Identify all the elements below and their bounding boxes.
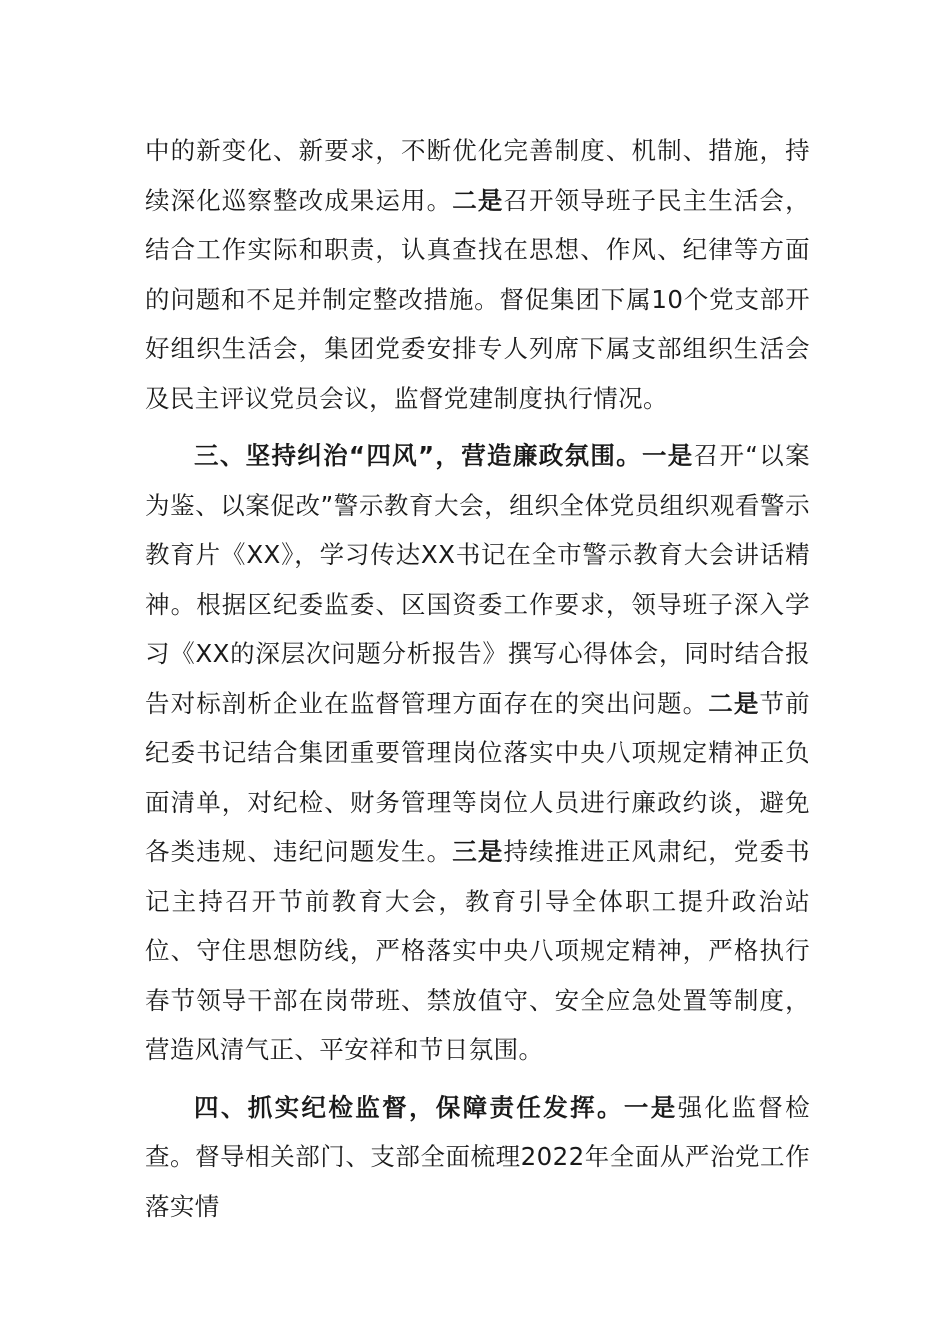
document-body [145, 126, 810, 1231]
text-run: 召开“以案为鉴、以案促改”警示教育大会，组织全体党员组织观看警示教育片《XX》，学习传达XX书记在全市警示教育大会讲话精神。根据区纪委监委、区国资委工作要求，领导班子深入学习《XX的深层次问题分析报告》撰写心得体会，同时结合报告对标剖析企业在监督管理方面存在的突出问题。 [145, 441, 810, 718]
bold-run: 二是 [452, 185, 504, 215]
bold-run: 二是 [708, 688, 760, 718]
paragraph-2 [145, 431, 810, 1075]
text-run: 中的新变化、新要求，不断优化完善制度、机制、措施，持续深化巡察整改成果运用。 [145, 136, 810, 215]
text-run: 节前纪委书记结合集团重要管理岗位落实中央八项规定精神正负面清单，对纪检、财务管理等岗位人员进行廉政约谈，避免各类违规、违纪问题发生。 [145, 688, 810, 866]
bold-run: 三是 [452, 837, 504, 866]
text-run: 持续推进正风肃纪，党委书记主持召开节前教育大会，教育引导全体职工提升政治站位、守住思想防线，严格落实中央八项规定精神，严格执行春节领导干部在岗带班、禁放值守、安全应急处置等制度，营造风清气正、平安祥和节日氛围。 [145, 837, 810, 1064]
text-run: 召开领导班子民主生活会，结合工作实际和职责，认真查找在思想、作风、纪律等方面的问题和不足并制定整改措施。督促集团下属10个党支部开好组织生活会，集团党委安排专人列席下属支部组织生活会及民主评议党员会议，监督党建制度执行情况。 [145, 185, 810, 413]
text-run: 强化监督检查。督导相关部门、支部全面梳理2022年全面从严治党工作落实情 [145, 1092, 810, 1221]
paragraph-1 [145, 126, 810, 423]
paragraph-3 [145, 1083, 810, 1232]
section-heading-run: 三、坚持纠治“四风”，营造廉政氛围。一是 [194, 441, 694, 470]
section-heading-run: 四、抓实纪检监督，保障责任发挥。一是 [194, 1092, 678, 1122]
